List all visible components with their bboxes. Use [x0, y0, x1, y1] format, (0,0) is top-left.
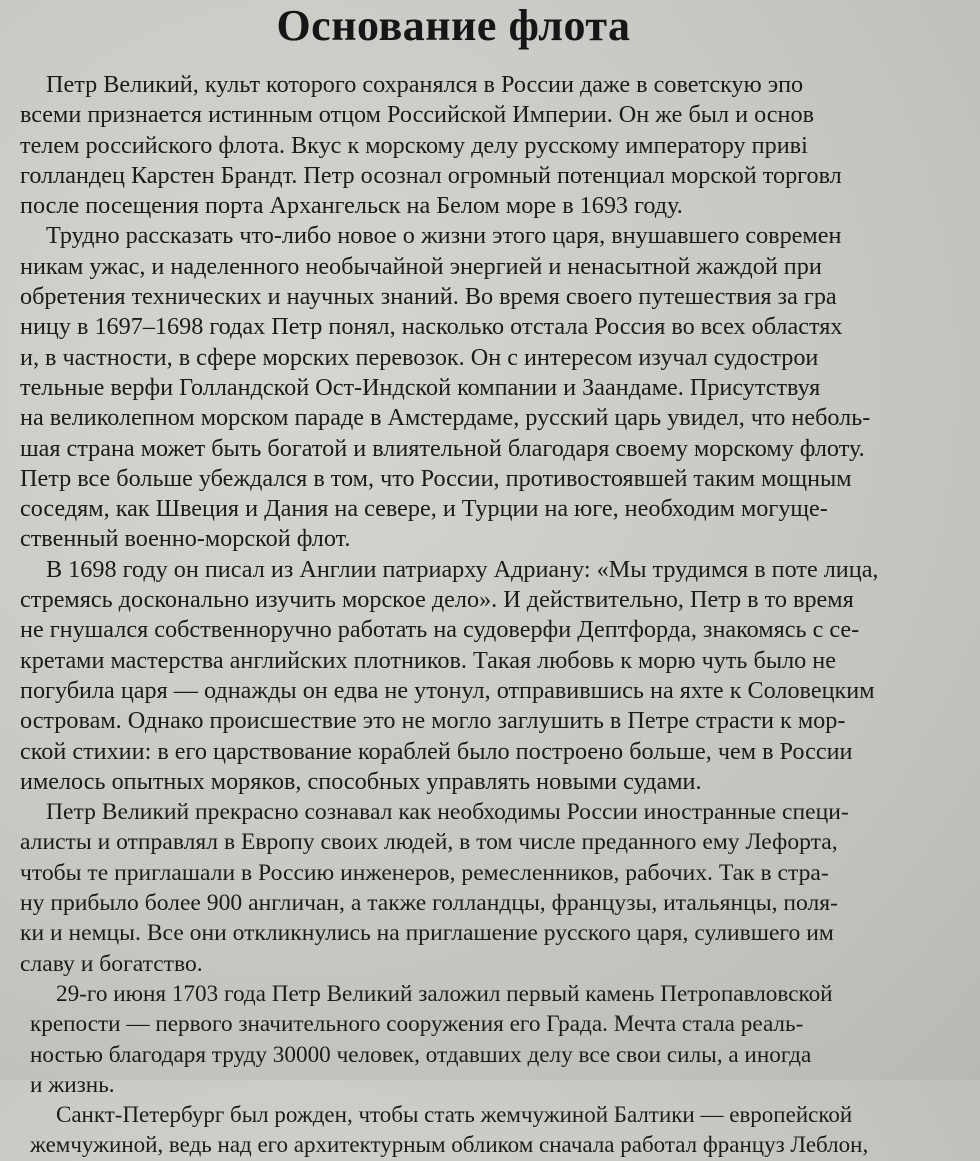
text-line: ницу в 1697–1698 годах Петр понял, насколько отстала Россия во всех областях: [20, 313, 843, 341]
text-line: погубила царя — однажды он едва не утонул, отправившись на яхте к Соловецким: [20, 676, 875, 704]
text-line: островам. Однако происшествие это не могло заглушить в Петре страсти к мор-: [20, 707, 846, 735]
text-line: имелось опытных моряков, способных управлять новыми судами.: [20, 767, 702, 795]
paragraph: [20, 797, 980, 979]
paragraph: [20, 70, 980, 221]
text-line: всеми признается истинным отцом Российской Империи. Он же был и основ: [20, 101, 814, 129]
paragraph: [20, 555, 980, 797]
text-line: после посещения порта Архангельск на Белом море в 1693 году.: [20, 192, 683, 220]
text-line: тельные верфи Голландской Ост-Индской компании и Заандаме. Присутствуя: [20, 373, 821, 401]
text-line: Трудно рассказать что-либо новое о жизни этого царя, внушавшего современ: [46, 222, 842, 250]
text-line: шая страна может быть богатой и влиятельной благодаря своему морскому флоту.: [20, 434, 865, 462]
text-line: ностью благодаря труду 30000 человек, отдавших делу все свои силы, а иногда: [30, 1041, 812, 1068]
text-line: Петр все больше убеждался в том, что России, противостоявшей таким мощным: [20, 464, 852, 492]
text-line: жемчужиной, ведь над его архитектурным обликом сначала работал француз Леблон,: [30, 1132, 869, 1158]
body-text: [20, 70, 980, 1161]
text-line: чтобы те приглашали в Россию инженеров, ремесленников, рабочих. Так в стра-: [20, 859, 829, 886]
text-line: крепости — первого значительного сооружения его Града. Мечта стала реаль-: [30, 1011, 804, 1038]
text-line: ну прибыло более 900 англичан, а также голландцы, французы, итальянцы, поля-: [20, 890, 838, 917]
text-line: не гнушался собственноручно работать на судоверфи Дептфорда, знакомясь с се-: [20, 616, 860, 644]
text-line: В 1698 году он писал из Англии патриарху Адриану: «Мы трудимся в поте лица,: [46, 555, 879, 583]
text-line: Санкт-Петербург был рожден, чтобы стать жемчужиной Балтики — европейской: [56, 1102, 853, 1128]
text-line: ки и немцы. Все они откликнулись на приглашение русского царя, сулившего им: [20, 920, 834, 947]
text-line: Петр Великий, культ которого сохранялся в России даже в советскую эпо: [46, 71, 804, 98]
text-line: соседям, как Швеция и Дания на севере, и Турции на юге, необходим могуще-: [20, 495, 828, 523]
text-line: Петр Великий прекрасно сознавал как необходимы России иностранные специ-: [46, 799, 849, 826]
text-line: на великолепном морском параде в Амстердаме, русский царь увидел, что неболь-: [20, 404, 871, 432]
page-title: Основание флота: [276, 1, 631, 50]
text-line: стремясь досконально изучить морское дело». И действительно, Петр в то время: [20, 586, 854, 614]
paragraph: [30, 1100, 980, 1161]
text-line: славу и богатство.: [20, 950, 203, 977]
text-line: алисты и отправлял в Европу своих людей, в том числе преданного ему Лефорта,: [20, 829, 838, 856]
text-line: обретения технических и научных знаний. Во время своего путешествия за гра: [20, 283, 837, 311]
text-line: кретами мастерства английских плотников. Такая любовь к морю чуть было не: [20, 646, 836, 674]
text-line: 29-го июня 1703 года Петр Великий заложил первый камень Петропавловской: [56, 980, 833, 1007]
text-line: и, в частности, в сфере морских перевозок. Он с интересом изучал судострои: [20, 343, 819, 371]
text-line: ственный военно-морской флот.: [20, 525, 351, 553]
text-line: телем российского флота. Вкус к морскому делу русскому императору приві: [20, 131, 808, 159]
paragraph: [20, 221, 980, 554]
text-line: голландец Карстен Брандт. Петр осознал огромный потенциал морской торговл: [20, 161, 842, 189]
text-line: ской стихии: в его царствование кораблей было построено больше, чем в России: [20, 737, 853, 765]
paragraph: [30, 979, 980, 1100]
text-line: никам ужас, и наделенного необычайной энергией и ненасытной жаждой при: [20, 252, 822, 280]
text-line: и жизнь.: [30, 1071, 115, 1098]
